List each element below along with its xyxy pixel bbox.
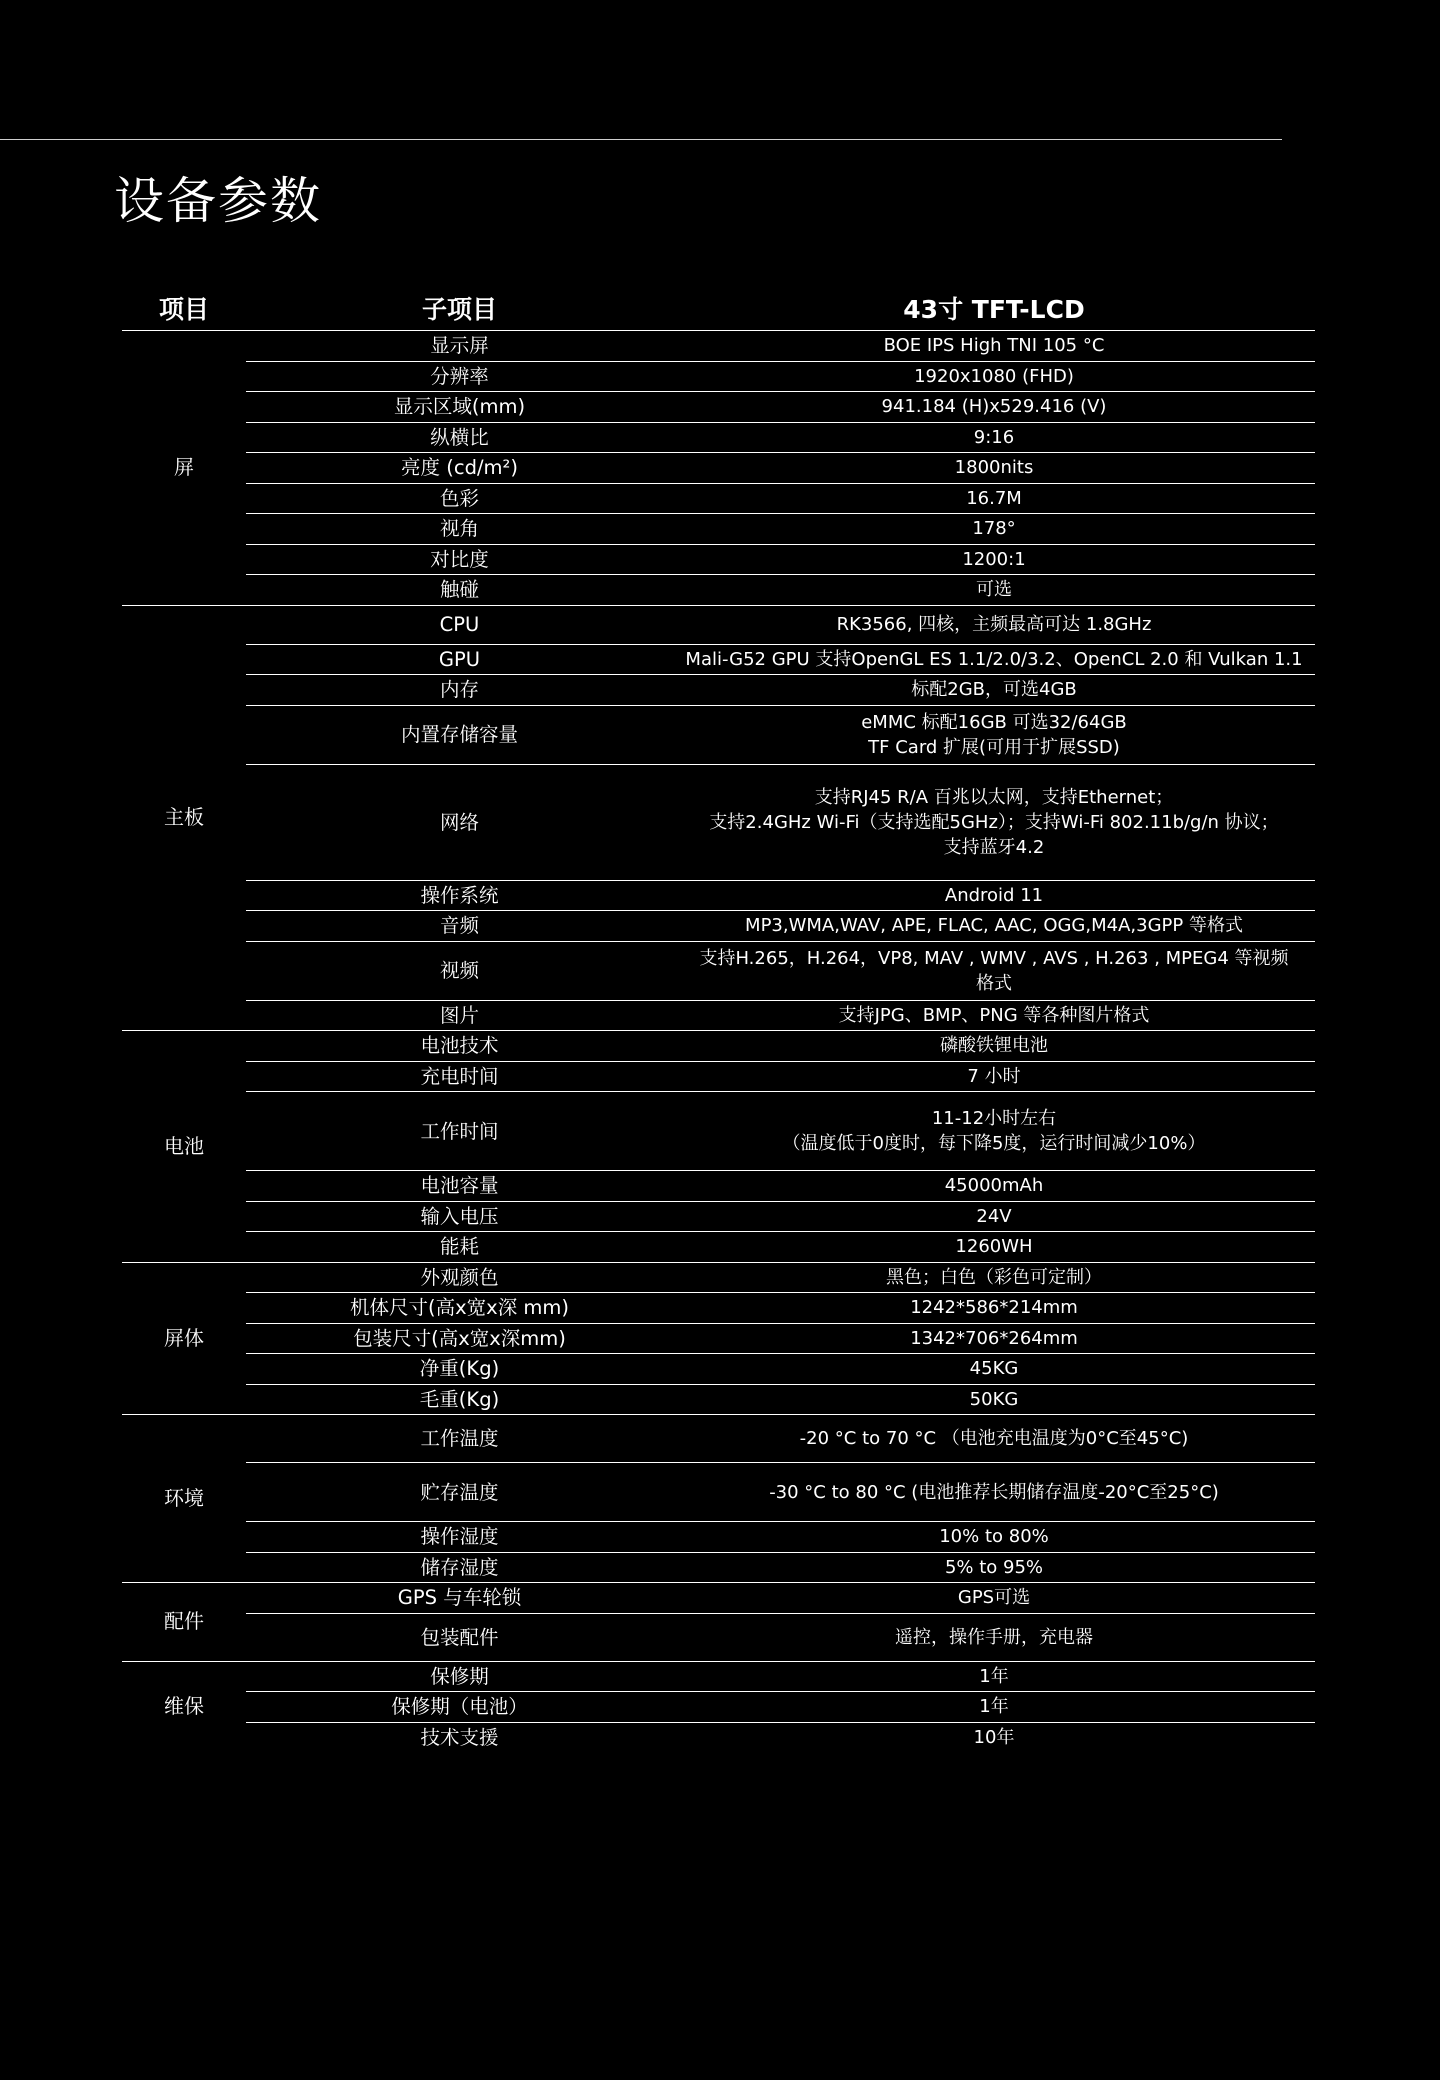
page-title: 设备参数 (114, 172, 322, 230)
value-cell (673, 1061, 1315, 1092)
value-line: 1年 (979, 1696, 1009, 1718)
top-divider (0, 139, 1282, 140)
subitem-cell: 操作系统 (246, 880, 673, 911)
table-row (122, 1293, 1315, 1324)
table-row (122, 1613, 1315, 1661)
subitem-cell: CPU (246, 605, 673, 644)
value-line: （温度低于0度时，每下降5度，运行时间减少10%） (782, 1133, 1206, 1154)
value-cell (673, 1415, 1315, 1463)
subitem-cell: 电池容量 (246, 1171, 673, 1202)
value-cell (673, 331, 1315, 362)
value-cell (673, 1463, 1315, 1522)
value-line: 1260WH (955, 1236, 1033, 1258)
subitem-cell: 能耗 (246, 1232, 673, 1263)
value-line: TF Card 扩展(可用于扩展SSD) (868, 736, 1120, 758)
value-cell (673, 1552, 1315, 1583)
table-row (122, 1000, 1315, 1031)
table-row (122, 1583, 1315, 1614)
value-line: 标配2GB，可选4GB (911, 679, 1077, 701)
table-header-row (122, 288, 1315, 331)
subitem-cell: 纵横比 (246, 422, 673, 453)
table-row (122, 575, 1315, 606)
table-row (122, 1201, 1315, 1232)
value-cell (673, 1262, 1315, 1293)
subitem-cell: 视角 (246, 514, 673, 545)
table-row (122, 1262, 1315, 1293)
category-cell: 电池 (122, 1031, 246, 1263)
subitem-cell: 包装配件 (246, 1613, 673, 1661)
value-line: 24V (976, 1205, 1012, 1227)
subitem-cell: 操作湿度 (246, 1522, 673, 1553)
table-row (122, 1092, 1315, 1171)
value-line: 黑色；白色（彩色可定制） (886, 1266, 1102, 1288)
value-line: 遥控，操作手册，充电器 (895, 1626, 1093, 1648)
value-cell (673, 1613, 1315, 1661)
table-row (122, 483, 1315, 514)
subitem-cell: 充电时间 (246, 1061, 673, 1092)
subitem-cell: 净重(Kg) (246, 1354, 673, 1385)
subitem-cell: 显示区域(mm) (246, 392, 673, 423)
subitem-cell: 毛重(Kg) (246, 1384, 673, 1415)
value-cell (673, 1384, 1315, 1415)
header-subitem: 子项目 (246, 288, 673, 331)
value-cell (673, 1323, 1315, 1354)
table-row (122, 880, 1315, 911)
subitem-cell: 工作时间 (246, 1092, 673, 1171)
subitem-cell: 储存湿度 (246, 1552, 673, 1583)
subitem-cell: 内置存储容量 (246, 705, 673, 764)
value-line: GPS可选 (957, 1587, 1031, 1609)
value-line: 1920x1080 (FHD) (914, 365, 1074, 387)
value-cell (673, 1232, 1315, 1263)
value-cell (673, 1354, 1315, 1385)
value-line: MP3,WMA,WAV, APE, FLAC, AAC, OGG,M4A,3GPP 等格式 (745, 915, 1243, 937)
value-cell (673, 675, 1315, 706)
value-cell (673, 1661, 1315, 1692)
value-cell (673, 1092, 1315, 1171)
table-row (122, 1354, 1315, 1385)
table-row (122, 705, 1315, 764)
subitem-cell: 内存 (246, 675, 673, 706)
table-row (122, 514, 1315, 545)
subitem-cell: 触碰 (246, 575, 673, 606)
table-row (122, 1552, 1315, 1583)
table-row (122, 644, 1315, 675)
table-row (122, 361, 1315, 392)
value-cell (673, 422, 1315, 453)
table-row (122, 392, 1315, 423)
table-row (122, 544, 1315, 575)
table-row (122, 1522, 1315, 1553)
subitem-cell: GPU (246, 644, 673, 675)
table-row (122, 941, 1315, 1000)
subitem-cell: 贮存温度 (246, 1463, 673, 1522)
table-row (122, 1384, 1315, 1415)
subitem-cell: 亮度 (cd/m²) (246, 453, 673, 484)
table-row (122, 331, 1315, 362)
value-line: 7 小时 (967, 1065, 1021, 1087)
value-cell (673, 1522, 1315, 1553)
table-row (122, 675, 1315, 706)
value-line: RK3566, 四核，主频最高可达 1.8GHz (836, 614, 1152, 635)
category-cell: 配件 (122, 1583, 246, 1662)
subitem-cell: 外观颜色 (246, 1262, 673, 1293)
value-line: 1年 (979, 1665, 1009, 1687)
value-line: eMMC 标配16GB 可选32/64GB (861, 711, 1127, 733)
value-line: 1200:1 (962, 548, 1026, 570)
table-row (122, 453, 1315, 484)
subitem-cell: 电池技术 (246, 1031, 673, 1062)
subitem-cell: 保修期 (246, 1661, 673, 1692)
value-cell (673, 911, 1315, 942)
value-line: -30 °C to 80 °C (电池推荐长期储存温度-20°C至25°C) (769, 1481, 1219, 1503)
value-cell (673, 514, 1315, 545)
value-cell (673, 1722, 1315, 1752)
table-row (122, 1323, 1315, 1354)
value-cell (673, 764, 1315, 880)
table-row (122, 1722, 1315, 1752)
value-cell (673, 575, 1315, 606)
value-cell (673, 453, 1315, 484)
value-line: 10% to 80% (939, 1526, 1049, 1548)
header-category: 项目 (122, 288, 246, 331)
subitem-cell: 工作温度 (246, 1415, 673, 1463)
value-cell (673, 880, 1315, 911)
value-line: 支持RJ45 R/A 百兆以太网，支持Ethernet； (814, 786, 1174, 808)
value-line: 1800nits (954, 457, 1034, 479)
value-cell (673, 1171, 1315, 1202)
value-line: 可选 (976, 579, 1012, 601)
subitem-cell: 色彩 (246, 483, 673, 514)
value-cell (673, 483, 1315, 514)
table-row (122, 1171, 1315, 1202)
subitem-cell: 对比度 (246, 544, 673, 575)
category-cell: 维保 (164, 1694, 204, 1719)
category-cell: 环境 (122, 1415, 246, 1583)
subitem-cell: 保修期（电池） (246, 1692, 673, 1723)
value-line: 11-12小时左右 (931, 1108, 1057, 1129)
subitem-cell: 音频 (246, 911, 673, 942)
spec-table (122, 288, 1315, 1752)
subitem-cell: 分辨率 (246, 361, 673, 392)
value-cell (673, 644, 1315, 675)
value-line: -20 °C to 70 °C （电池充电温度为0°C至45°C) (799, 1428, 1189, 1449)
category-cell: 屏 (122, 331, 246, 606)
value-line: 45000mAh (944, 1175, 1044, 1197)
value-line: 16.7M (966, 487, 1022, 509)
value-line: 支持2.4GHz Wi-Fi（支持选配5GHz）；支持Wi-Fi 802.11b/g/n 协议； (709, 811, 1279, 833)
table-row (122, 1415, 1315, 1463)
table-row (122, 764, 1315, 880)
value-cell (673, 361, 1315, 392)
table-row (122, 1232, 1315, 1263)
value-cell (673, 1000, 1315, 1031)
table-row (122, 605, 1315, 644)
subitem-cell: 网络 (246, 764, 673, 880)
value-line: 941.184 (H)x529.416 (V) (881, 396, 1107, 418)
value-line: 50KG (969, 1388, 1019, 1410)
value-line: 磷酸铁锂电池 (940, 1035, 1048, 1057)
value-line: 支持H.265，H.264，VP8, MAV , WMV , AVS , H.263 , MPEG4 等视频 (699, 947, 1289, 969)
subitem-cell: GPS 与车轮锁 (246, 1583, 673, 1614)
value-line: 1342*706*264mm (910, 1327, 1078, 1349)
spec-table-body (122, 331, 1315, 1753)
value-cell (673, 1583, 1315, 1614)
value-cell (673, 1031, 1315, 1062)
value-cell (673, 1692, 1315, 1723)
value-cell (673, 941, 1315, 1000)
value-line: BOE IPS High TNI 105 °C (883, 335, 1105, 357)
value-cell (673, 1293, 1315, 1324)
subitem-cell: 输入电压 (246, 1201, 673, 1232)
subitem-cell: 技术支援 (420, 1725, 499, 1749)
value-line: Android 11 (944, 884, 1044, 906)
header-value: 43寸 TFT-LCD (673, 288, 1315, 331)
value-line: 格式 (976, 972, 1012, 994)
value-line: 1242*586*214mm (910, 1297, 1078, 1319)
table-row (122, 911, 1315, 942)
value-line: 支持JPG、BMP、PNG 等各种图片格式 (838, 1004, 1150, 1026)
table-row (122, 1692, 1315, 1723)
subitem-cell: 视频 (246, 941, 673, 1000)
value-line: 9:16 (973, 426, 1015, 448)
subitem-cell: 图片 (246, 1000, 673, 1031)
value-cell (673, 392, 1315, 423)
value-line: Mali-G52 GPU 支持OpenGL ES 1.1/2.0/3.2、OpenCL 2.0 和 Vulkan 1.1 (685, 648, 1303, 670)
value-cell (673, 1201, 1315, 1232)
value-cell (673, 544, 1315, 575)
value-line: 10年 (973, 1726, 1015, 1748)
table-row (122, 1661, 1315, 1692)
value-cell (673, 705, 1315, 764)
value-line: 5% to 95% (944, 1556, 1044, 1578)
value-line: 支持蓝牙4.2 (943, 836, 1045, 858)
category-cell: 主板 (122, 605, 246, 1031)
table-row (122, 1061, 1315, 1092)
subitem-cell: 包装尺寸(高x宽x深mm) (246, 1323, 673, 1354)
subitem-cell: 显示屏 (246, 331, 673, 362)
value-line: 45KG (969, 1358, 1019, 1380)
category-cell: 屏体 (122, 1262, 246, 1415)
table-row (122, 1031, 1315, 1062)
table-row (122, 1463, 1315, 1522)
value-cell (673, 605, 1315, 644)
value-line: 178° (972, 518, 1016, 540)
table-row (122, 422, 1315, 453)
subitem-cell: 机体尺寸(高x宽x深 mm) (246, 1293, 673, 1324)
